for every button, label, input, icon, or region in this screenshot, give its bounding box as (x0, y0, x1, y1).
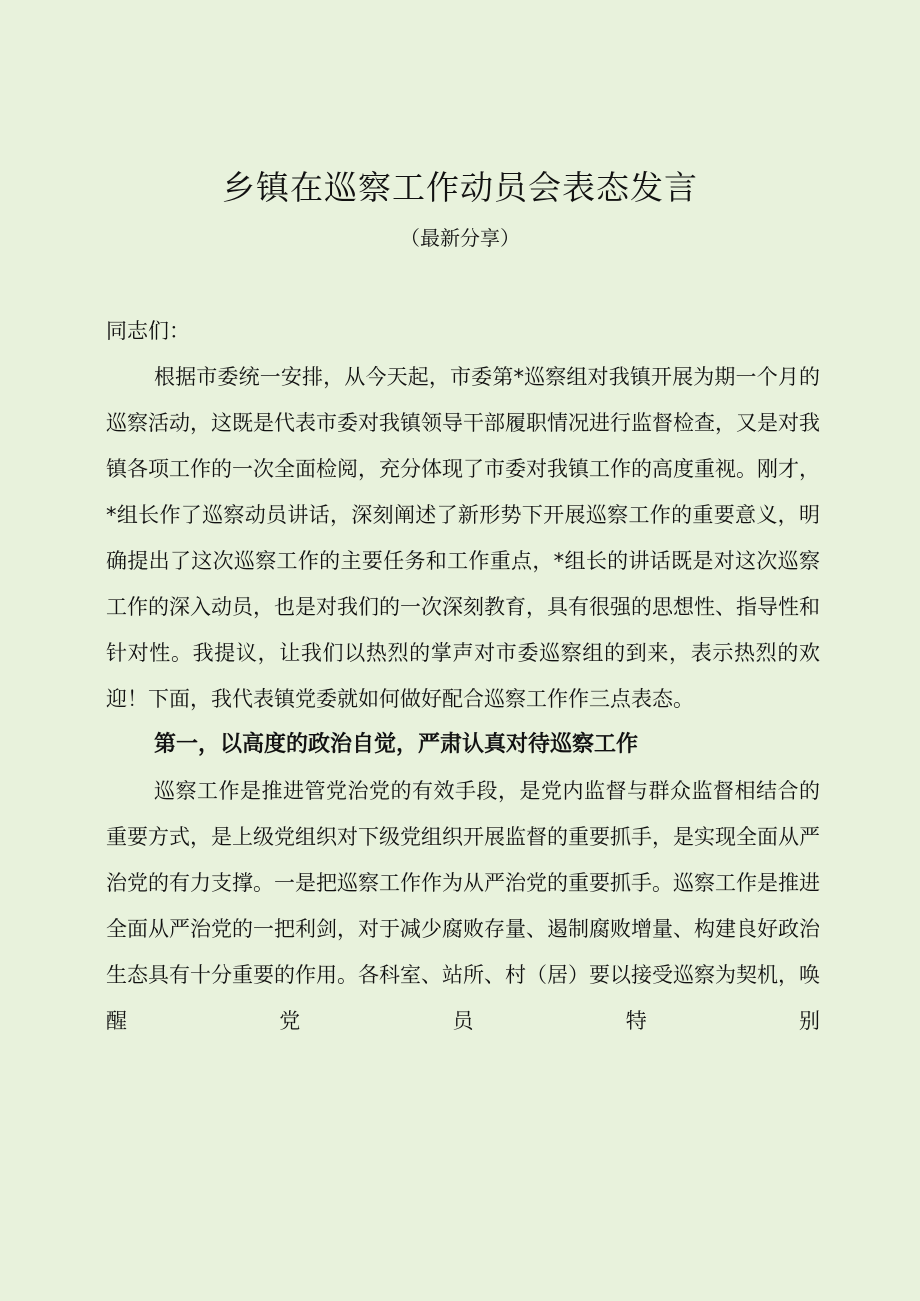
document-subtitle: （最新分享） (400, 226, 520, 250)
document-title: 乡镇在巡察工作动员会表态发言 (222, 168, 698, 207)
paragraph-1: 根据市委统一安排，从今天起，市委第*巡察组对我镇开展为期一个月的巡察活动，这既是代表市委对我镇领导干部履职情况进行监督检查，又是对我镇各项工作的一次全面检阅，充分体现了市委对我镇工作的高度重视。刚才，*组长作了巡察动员讲话，深刻阐述了新形势下开展巡察工作的重要意义，明确提出了这次巡察工作的主要任务和工作重点，*组长的讲话既是对这次巡察工作的深入动员，也是对我们的一次深刻教育，具有很强的思想性、指导性和针对性。我提议，让我们以热烈的掌声对市委巡察组的到来，表示热烈的欢迎！下面，我代表镇党委就如何做好配合巡察工作作三点表态。 (106, 365, 820, 711)
paragraph-2: 巡察工作是推进管党治党的有效手段，是党内监督与群众监督相结合的重要方式，是上级党组织对下级党组织开展监督的重要抓手，是实现全面从严治党的有力支撑。一是把巡察工作作为从严治党的重要抓手。巡察工作是推进全面从严治党的一把利剑，对于减少腐败存量、遏制腐败增量、构建良好政治生态具有十分重要的作用。各科室、站所、村（居）要以接受巡察为契机，唤醒党员特别 (106, 779, 820, 1033)
salutation: 同志们： (106, 319, 190, 343)
section-heading-1: 第一，以高度的政治自觉，严肃认真对待巡察工作 (154, 732, 639, 757)
document-body (106, 308, 820, 1044)
